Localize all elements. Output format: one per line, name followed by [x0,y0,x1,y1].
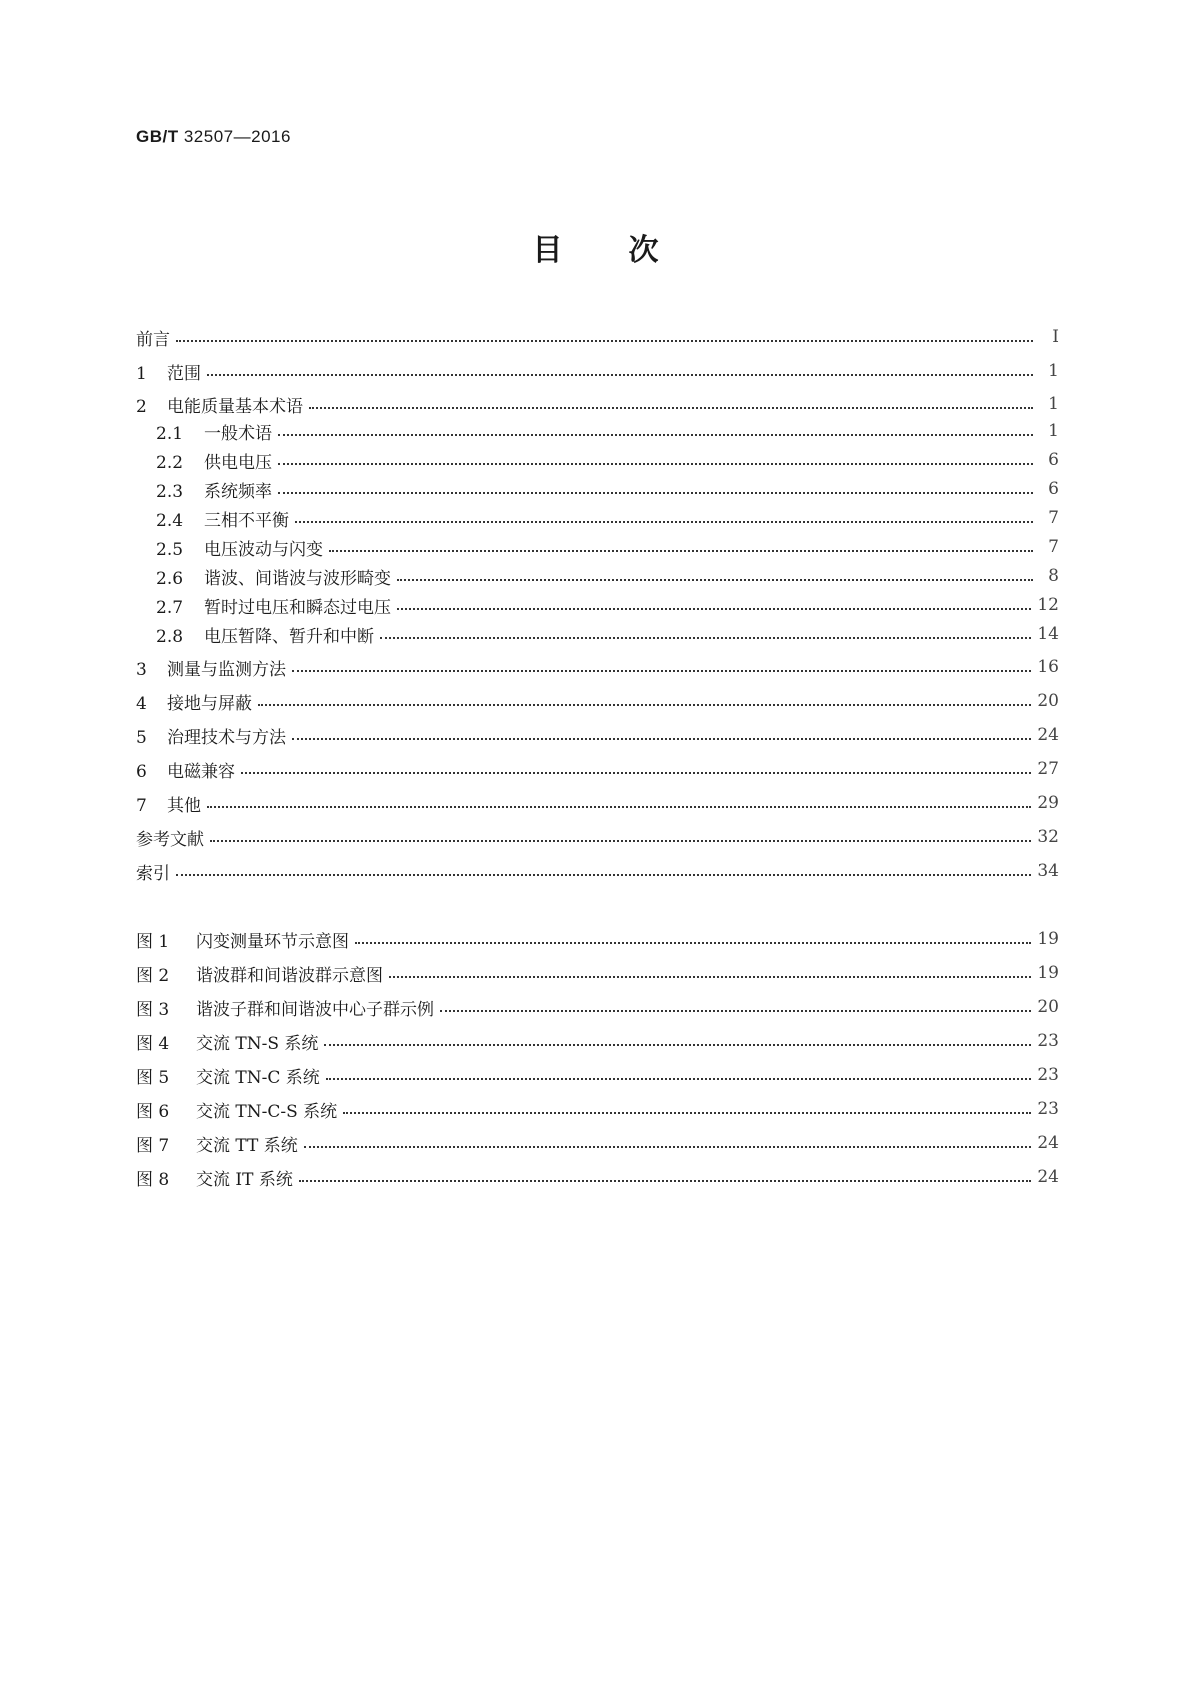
toc-section-title: 电能质量基本术语 [167,396,303,417]
figure-page-number: 24 [1037,1133,1059,1153]
dot-leader [292,738,1031,740]
dot-leader [380,637,1031,639]
toc-entry-s3[interactable] [136,655,1059,679]
toc-page-number: 20 [1037,691,1059,711]
figure-title: 交流 TT 系统 [196,1135,298,1156]
toc-section-title: 治理技术与方法 [167,727,286,748]
toc-entry-label [136,359,201,384]
toc-entry-s2-2[interactable] [136,448,1059,472]
dot-leader [176,340,1033,342]
toc-entry-s2-5[interactable] [136,535,1059,559]
figure-entry-label [136,1063,320,1088]
dot-leader [241,772,1031,774]
figure-page-number: 20 [1037,997,1059,1017]
toc-section-number: 4 [136,693,147,714]
figure-entry-label [136,1097,337,1122]
toc-entry-s2-6[interactable] [136,564,1059,588]
dot-leader [210,840,1031,842]
figure-number: 图 3 [136,999,170,1020]
toc-entry-label [136,448,272,473]
dot-leader [355,942,1031,944]
toc-entry-label [136,825,204,850]
dot-leader [176,874,1031,876]
toc-entry-label [136,535,323,560]
toc-page-number: Ⅰ [1052,327,1059,347]
toc-page-number: 12 [1037,595,1059,615]
toc-entry-s2-7[interactable] [136,593,1059,617]
toc-entry-index[interactable] [136,859,1059,883]
toc-section-number: 2.2 [156,452,184,473]
toc-section-number: 6 [136,761,147,782]
figure-number: 图 6 [136,1101,170,1122]
toc-section-number: 2.3 [156,481,184,502]
toc-page-number: 1 [1048,394,1059,414]
toc-section-number: 3 [136,659,147,680]
dot-leader [397,579,1033,581]
dot-leader [397,608,1031,610]
figure-title: 谐波子群和间谐波中心子群示例 [196,999,434,1020]
toc-page-number: 7 [1048,537,1059,557]
dot-leader [292,670,1031,672]
figure-page-number: 23 [1037,1031,1059,1051]
toc-entry-s4[interactable] [136,689,1059,713]
toc-entry-label [136,506,289,531]
toc-section-number: 2.5 [156,539,184,560]
figure-number: 图 5 [136,1067,170,1088]
toc-page-number: 24 [1037,725,1059,745]
toc-entry-label [136,325,170,350]
toc-section-title: 范围 [167,363,201,384]
toc-page-number: 27 [1037,759,1059,779]
toc-section-title: 系统频率 [204,481,272,502]
dot-leader [440,1010,1031,1012]
figure-title: 交流 TN-S 系统 [196,1033,319,1054]
figure-list-entry[interactable] [136,1029,1059,1053]
figure-number: 图 8 [136,1169,170,1190]
toc-section-title: 参考文献 [136,829,204,850]
toc-section-number: 7 [136,795,147,816]
toc-section-number: 2.8 [156,626,184,647]
toc-entry-label [136,622,374,647]
figure-page-number: 23 [1037,1065,1059,1085]
figure-list-entry[interactable] [136,1165,1059,1189]
toc-section-title: 三相不平衡 [204,510,289,531]
toc-section-number: 2.1 [156,423,184,444]
toc-entry-label [136,564,391,589]
toc-section-number: 1 [136,363,147,384]
figure-title: 交流 IT 系统 [196,1169,293,1190]
figure-title: 交流 TN-C-S 系统 [196,1101,338,1122]
toc-section-title: 电压暂降、暂升和中断 [204,626,374,647]
figure-entry-label [136,995,434,1020]
toc-section-title: 测量与监测方法 [167,659,286,680]
figure-page-number: 23 [1037,1099,1059,1119]
toc-page-number: 6 [1048,479,1059,499]
figure-page-number: 24 [1037,1167,1059,1187]
toc-section-number: 2.4 [156,510,184,531]
toc-section-title: 接地与屏蔽 [167,693,252,714]
toc-section-title: 其他 [167,795,201,816]
dot-leader [278,463,1033,465]
standard-code [136,127,291,147]
dot-leader [309,407,1033,409]
dot-leader [326,1078,1032,1080]
toc-section-number: 5 [136,727,147,748]
toc-entry-label [136,655,286,680]
dot-leader [329,550,1033,552]
toc-page-number: 1 [1048,361,1059,381]
toc-section-number: 2.6 [156,568,184,589]
toc-page-number: 16 [1037,657,1059,677]
dot-leader [295,521,1033,523]
toc-page-number: 29 [1037,793,1059,813]
toc-page-number: 34 [1037,861,1059,881]
toc-section-number: 2 [136,396,147,417]
toc-section-title: 索引 [136,863,170,884]
figure-entry-label [136,927,349,952]
dot-leader [343,1112,1031,1114]
toc-entry-label [136,791,201,816]
toc-entry-s6[interactable] [136,757,1059,781]
toc-page-number: 7 [1048,508,1059,528]
toc-entry-s2[interactable] [136,392,1059,416]
toc-section-title: 谐波、间谐波与波形畸变 [204,568,391,589]
toc-entry-label [136,392,303,417]
dot-leader [258,704,1031,706]
page-title: 目次 [532,233,725,268]
figure-title: 闪变测量环节示意图 [196,931,349,952]
toc-entry-bib[interactable] [136,825,1059,849]
toc-section-number: 2.7 [156,597,184,618]
figure-number: 图 7 [136,1135,170,1156]
toc-section-title: 供电电压 [204,452,272,473]
toc-entry-s2-4[interactable] [136,506,1059,530]
standard-code-prefix: GB/T [136,127,179,146]
figure-entry-label [136,1029,318,1054]
figure-entry-label [136,961,383,986]
dot-leader [278,492,1033,494]
figure-number: 图 2 [136,965,170,986]
toc-section-title: 暂时过电压和瞬态过电压 [204,597,391,618]
toc-entry-s2-1[interactable] [136,419,1059,443]
toc-entry-s7[interactable] [136,791,1059,815]
toc-page-number: 14 [1037,624,1059,644]
toc-page-number: 8 [1048,566,1059,586]
figure-number: 图 1 [136,931,170,952]
figure-page-number: 19 [1037,963,1059,983]
toc-entry-s2-3[interactable] [136,477,1059,501]
figure-list-entry[interactable] [136,961,1059,985]
dot-leader [207,374,1033,376]
toc-page-number: 1 [1048,421,1059,441]
figure-list-entry[interactable] [136,995,1059,1019]
toc-section-title: 前言 [136,329,170,350]
toc-entry-label [136,757,235,782]
dot-leader [278,434,1033,436]
figure-list-entry[interactable] [136,1131,1059,1155]
standard-code-number: 32507—2016 [183,127,291,146]
dot-leader [324,1044,1031,1046]
figure-list-entry[interactable] [136,1063,1059,1087]
toc-entry-label [136,477,272,502]
figure-list-entry[interactable] [136,927,1059,951]
figure-number: 图 4 [136,1033,170,1054]
toc-page-number: 32 [1037,827,1059,847]
toc-entry-label [136,593,391,618]
toc-page-number: 6 [1048,450,1059,470]
dot-leader [207,806,1031,808]
toc-section-title: 电磁兼容 [167,761,235,782]
figure-entry-label [136,1131,298,1156]
toc-entry-label [136,689,252,714]
toc-entry-label [136,859,170,884]
toc-section-title: 电压波动与闪变 [204,539,323,560]
toc-entry-label [136,419,272,444]
toc-entry-s5[interactable] [136,723,1059,747]
figure-page-number: 19 [1037,929,1059,949]
figure-title: 交流 TN-C 系统 [196,1067,320,1088]
figure-title: 谐波群和间谐波群示意图 [196,965,383,986]
toc-entry-s1[interactable] [136,359,1059,383]
figure-list-entry[interactable] [136,1097,1059,1121]
toc-entry-label [136,723,286,748]
figure-entry-label [136,1165,293,1190]
toc-entry-s2-8[interactable] [136,622,1059,646]
dot-leader [389,976,1031,978]
dot-leader [299,1180,1031,1182]
toc-entry-foreword[interactable] [136,325,1059,349]
dot-leader [304,1146,1032,1148]
toc-section-title: 一般术语 [204,423,272,444]
